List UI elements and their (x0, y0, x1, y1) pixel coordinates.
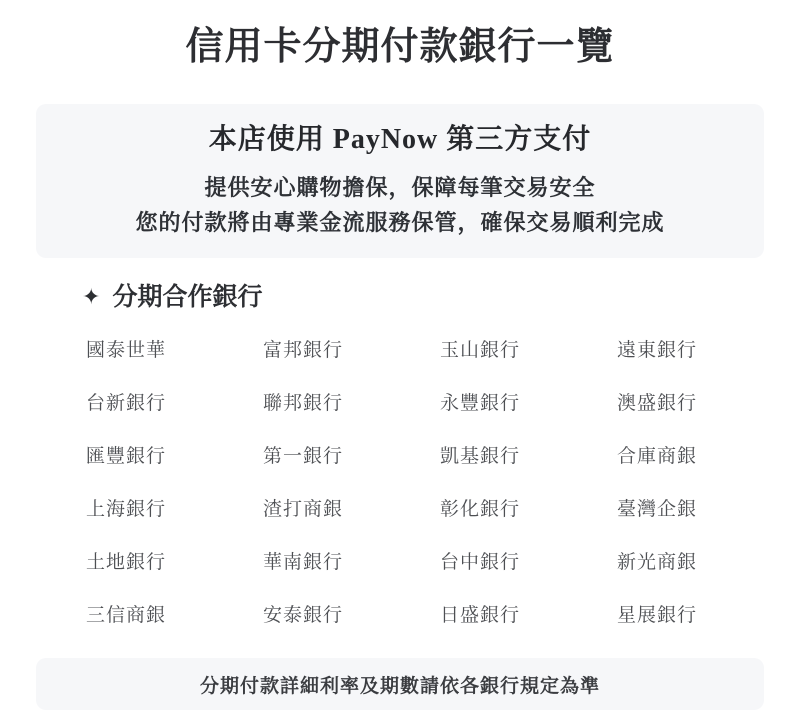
bank-item: 土地銀行 (86, 552, 167, 573)
bank-item: 遠東銀行 (617, 340, 698, 361)
bank-item: 聯邦銀行 (263, 393, 344, 414)
bank-item: 第一銀行 (263, 446, 344, 467)
bank-item: 臺灣企銀 (617, 499, 698, 520)
bank-item: 台中銀行 (440, 552, 521, 573)
bank-item: 三信商銀 (86, 605, 167, 626)
installment-banks-heading-label: 分期合作銀行 (112, 283, 263, 311)
footer-note-text: 分期付款詳細利率及期數請依各銀行規定為準 (199, 675, 600, 697)
paynow-notice-line-2: 您的付款將由專業金流服務保管，確保交易順利完成 (135, 210, 665, 235)
bank-item: 凱基銀行 (440, 446, 521, 467)
sparkle-icon: ✦ (82, 284, 101, 309)
paynow-notice-heading: 本店使用 PayNow 第三方支付 (208, 124, 592, 155)
bank-item: 富邦銀行 (263, 340, 344, 361)
bank-item: 台新銀行 (86, 393, 167, 414)
footer-note-box (36, 658, 764, 710)
bank-item: 渣打商銀 (263, 499, 344, 520)
bank-item: 星展銀行 (617, 605, 698, 626)
bank-item: 澳盛銀行 (617, 393, 698, 414)
paynow-notice-line-1: 提供安心購物擔保，保障每筆交易安全 (204, 175, 596, 200)
bank-item: 合庫商銀 (617, 446, 698, 467)
bank-item: 日盛銀行 (440, 605, 521, 626)
bank-item: 國泰世華 (86, 340, 167, 361)
bank-item: 永豐銀行 (440, 393, 521, 414)
bank-grid (86, 337, 800, 629)
bank-item: 華南銀行 (263, 552, 344, 573)
installment-banks-heading (82, 282, 800, 312)
paynow-notice-box (36, 104, 764, 258)
bank-item: 彰化銀行 (440, 499, 521, 520)
bank-item: 匯豐銀行 (86, 446, 167, 467)
bank-item: 玉山銀行 (440, 340, 521, 361)
bank-item: 上海銀行 (86, 499, 167, 520)
bank-item: 安泰銀行 (263, 605, 344, 626)
bank-item: 新光商銀 (617, 552, 698, 573)
page-title: 信用卡分期付款銀行一覽 (185, 26, 615, 68)
